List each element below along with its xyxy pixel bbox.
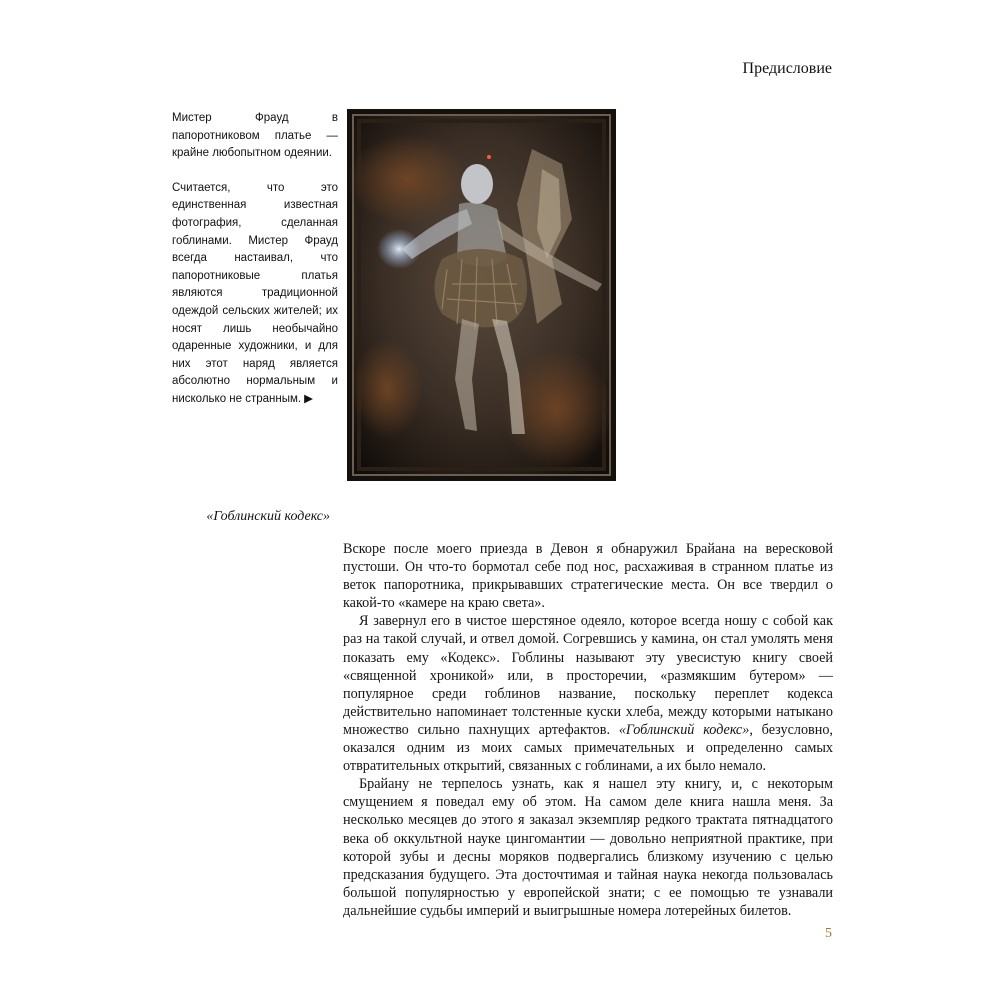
body-paragraph-1: Вскоре после моего приезда в Девон я обнаружил Брайана на вересковой пустоши. Он что-то бормотал себе под нос, расхаживая в странном платье из веток папоротника, прикрывавших стратегические места. Он все твердил о какой-то «камере на краю света». xyxy=(343,541,833,612)
photo-caption xyxy=(172,110,338,409)
running-head: Предисловие xyxy=(742,60,832,77)
caption-paragraph-2 xyxy=(172,180,338,409)
goblin-photograph-image xyxy=(347,109,616,481)
body-paragraph-3: Брайану не терпелось узнать, как я нашел эту книгу, и, с некоторым смущением я поведал ему об этом. На самом деле книга нашла меня. За несколько месяцев до этого я заказал экземпляр редкого трактата пятнадцатого века об оккультной науке цингомантии — довольно неприятной практике, при которой зубы и десны моряков подвергались близкому изучению с целью предсказания будущего. Эта досточтимая и тайная наука некогда пользовалась большой популярностью у европейской знати; с ее помощью те узнавали дальнейшие судьбы империй и выигрышные номера лотерейных билетов. xyxy=(343,776,833,919)
body-paragraph-2 xyxy=(343,612,833,775)
caption-paragraph-2-text: Считается, что это единственная известная фотография, сделанная гоблинами. Мистер Фрауд всегда настаивал, что папоротниковые платья являются традиционной одеждой сельских жителей; их носят лишь необычайно одаренные художники, и для них этот наряд является абсолютно нормальным и нисколько не странным. xyxy=(172,181,338,405)
caption-paragraph-1: Мистер Фрауд в папоротниковом платье — крайне любопытном одеянии. xyxy=(172,112,338,160)
page-number: 5 xyxy=(825,926,832,941)
section-heading: «Гоблинский кодекс» xyxy=(206,509,330,524)
body-paragraph-2-text-a: Я завернул его в чистое шерстяное одеяло, которое всегда ношу с собой как раз на такой случай, и отвел домой. Согревшись у камина, он стал умолять меня показать ему «Кодекс». Гоблины называют эту увесистую книгу своей «священной хроникой» или, в просторечии, «размякшим бутером» — популярное среди гоблинов название, поскольку переплет кодекса действительно напоминает толстенные куски хлеба, между которыми натыкано множество сильно пахнущих артефактов. xyxy=(343,613,833,738)
body-paragraph-2-text-b: , безусловно, оказался одним из моих самых примечательных и определенно самых отвратительных открытий, связанных с гоблинами, а их было немало. xyxy=(343,721,833,775)
continue-arrow-icon: ▶ xyxy=(304,392,313,405)
book-title-italic: «Гоблинский кодекс» xyxy=(618,721,750,738)
main-body-text xyxy=(343,540,833,920)
